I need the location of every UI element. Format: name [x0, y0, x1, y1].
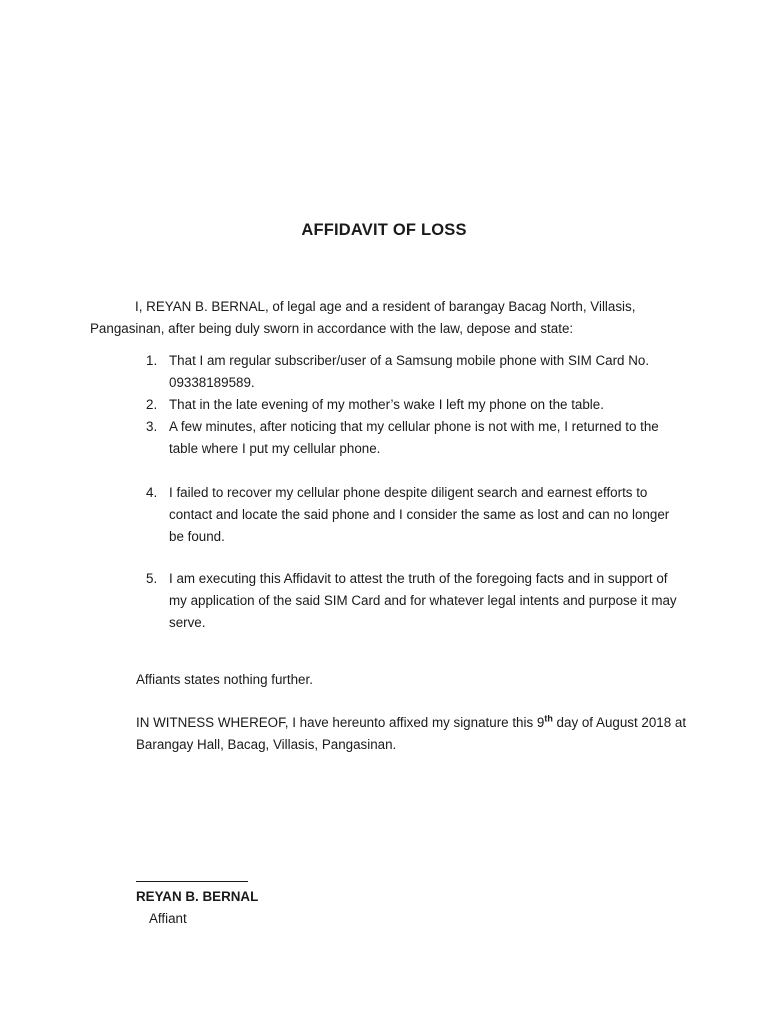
- affiant-role: Affiant: [149, 911, 187, 926]
- statement-number: 4.: [146, 485, 158, 500]
- statement-text: A few minutes, after noticing that my cellular phone is not with me, I returned to the table where I put my cellular phone.: [169, 419, 659, 456]
- witness-text-before: IN WITNESS WHEREOF, I have hereunto affixed my signature this 9: [136, 715, 545, 730]
- statement-list: [136, 568, 681, 634]
- statement-number: 3.: [146, 419, 158, 434]
- statement-text: That in the late evening of my mother’s wake I left my phone on the table.: [169, 397, 604, 412]
- statement-list: [136, 482, 681, 548]
- statement-list: [136, 350, 681, 460]
- statement-text: I failed to recover my cellular phone despite diligent search and earnest efforts to contact and locate the said phone and I consider the same as lost and can no longer be found.: [169, 485, 670, 544]
- intro-paragraph: I, REYAN B. BERNAL, of legal age and a resident of barangay Bacag North, Villasis, Pangasinan, after being duly sworn in accordance with the law, depose and state:: [90, 299, 636, 336]
- statement-number: 1.: [146, 353, 158, 368]
- statement-text: I am executing this Affidavit to attest the truth of the foregoing facts and in support of my application of the said SIM Card and for whatever legal intents and purpose it may serve.: [169, 571, 677, 630]
- witness-text-after: day of August 2018 at Barangay Hall, Bacag, Villasis, Pangasinan.: [136, 715, 687, 752]
- statement-item: [136, 350, 681, 394]
- affiant-name: REYAN B. BERNAL: [136, 889, 259, 904]
- statement-item: [136, 394, 681, 416]
- statement-item: [136, 416, 681, 460]
- closing-statement: Affiants states nothing further.: [136, 672, 313, 687]
- statement-number: 5.: [146, 571, 158, 586]
- document-title: AFFIDAVIT OF LOSS: [301, 221, 467, 239]
- witness-ordinal: th: [544, 713, 553, 724]
- statement-item: [136, 482, 681, 548]
- statement-item: [136, 568, 681, 634]
- witness-clause: [136, 712, 696, 756]
- signature-line: [136, 881, 248, 882]
- statement-number: 2.: [146, 397, 158, 412]
- statement-text: That I am regular subscriber/user of a Samsung mobile phone with SIM Card No. 09338189589.: [169, 353, 650, 390]
